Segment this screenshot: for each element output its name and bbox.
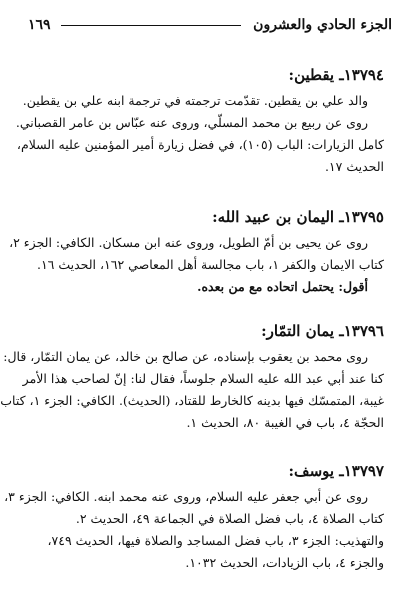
entry-13794: [15, 66, 384, 178]
entry-text-line: والد علي بن يقطين. تقدّمت ترجمته في ترجمة ابنه علي بن يقطين.: [22, 93, 368, 108]
entry-text-line: الحديث ١٧.: [324, 159, 384, 174]
header-rule: [61, 25, 242, 26]
entry-text-line: الحجّة ٤، باب في الغيبة ٨٠، الحديث ١.: [186, 415, 384, 430]
entry-13795: [9, 208, 384, 298]
entry-text-line: والجزء ٤، باب الزيادات، الحديث ١٠٣٢.: [185, 555, 384, 570]
entry-text-line: روى عن يحيى بن أمّ الطويل، وروى عنه ابن مسكان. الكافي: الجزء ٢،: [9, 235, 368, 250]
entry-text-line: كتاب الصلاة ٤، باب فضل الصلاة في الجماعة ٤٩، الحديث ٢.: [75, 511, 384, 526]
entry-text-line: كنا عند أبي عبد الله عليه السلام جلوساً، فقال لنا: إنّ لصاحب هذا الأمر: [22, 371, 384, 386]
entry-text-line: والتهذيب: الجزء ٣، باب فضل المساجد والصلاة فيها، الحديث ٧٤٩،: [47, 533, 384, 548]
entry-title: ١٣٧٩٤ـ يقطين:: [288, 66, 384, 84]
entry-text-line: روى محمد بن يعقوب بإسناده، عن صالح بن خالد، عن يمان التمّار، قال:: [3, 349, 368, 364]
page-header: [28, 14, 392, 36]
entry-title: ١٣٧٩٦ـ يمان التمّار:: [261, 322, 384, 340]
entry-13796: [0, 322, 384, 434]
entry-13797: [4, 462, 384, 574]
entry-text-line: غيبة، المتمسّك فيها بدينه كالخارط للقتاد، (الحديث). الكافي: الجزء ١، كتاب: [0, 393, 384, 408]
entry-text-line: روى عن ربيع بن محمد المسلّي، وروى عنه عبّاس بن عامر القصباني.: [15, 115, 368, 130]
entry-title: ١٣٧٩٥ـ اليمان بن عبيد الله:: [212, 208, 384, 226]
entry-text-line: كتاب الايمان والكفر ١، باب مجالسة أهل المعاصي ١٦٢، الحديث ١٦.: [36, 257, 384, 272]
running-title: الجزء الحادي والعشرون: [253, 17, 392, 33]
entry-text-line: روى عن أبي جعفر عليه السلام، وروى عنه محمد ابنه. الكافي: الجزء ٣،: [4, 489, 368, 504]
page-number: ١٦٩: [28, 17, 51, 33]
entry-text-line: أقول: يحتمل اتحاده مع من بعده.: [197, 279, 368, 294]
entry-title: ١٣٧٩٧ـ يوسف:: [288, 462, 384, 480]
entry-text-line: كامل الزيارات: الباب (١٠٥)، في فضل زيارة أمير المؤمنين عليه السلام،: [16, 137, 384, 152]
